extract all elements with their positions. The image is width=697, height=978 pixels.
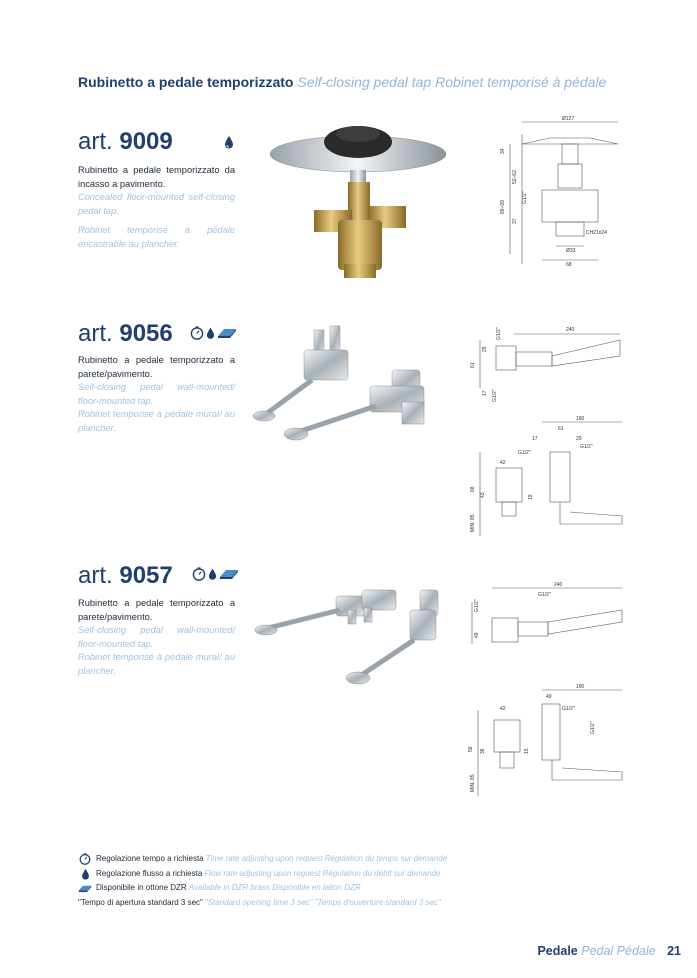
dim-label: MIN. 85 (470, 514, 476, 532)
description-fr: Robinet temporisé à pédale mural/ au plancher. (78, 652, 235, 676)
description-it: Rubinetto a pedale temporizzato da incasso a pavimento. (78, 165, 235, 189)
description-fr: Robinet temporisé à pédale encastrable au plancher. (78, 225, 235, 249)
dim-label: Ø127 (562, 116, 575, 122)
product-description (78, 354, 235, 436)
page-footer (537, 944, 681, 958)
dim-label: 43 (480, 492, 486, 498)
legend-row (78, 852, 447, 867)
dim-label: G1/2" (496, 327, 502, 340)
product-description (78, 164, 235, 252)
product-photo (252, 580, 452, 690)
description-en: Self-closing pedal wall-mounted/ floor-mounted tap. (78, 625, 235, 649)
dim-label: 89÷99 (500, 200, 506, 214)
legend-label-it: "Tempo di apertura standard 3 sec" (78, 897, 203, 907)
timer-icon (78, 853, 92, 865)
dim-label: MIN. 85 (470, 774, 476, 792)
brass-bar-icon (217, 327, 237, 339)
dim-label: 42 (500, 706, 506, 712)
dim-label: 34 (500, 148, 506, 154)
legend-label-it: Disponibile in ottone DZR (96, 883, 187, 892)
description-it: Rubinetto a pedale temporizzato a parete/pavimento. (78, 598, 235, 622)
dim-label: 190 (576, 416, 585, 422)
dim-label: 29 (576, 436, 582, 442)
product-description (78, 597, 235, 679)
dim-label: 52÷62 (512, 170, 518, 184)
footer-label-it: Pedale (537, 944, 578, 958)
legend-label-trans: Flow rate adjusting upon request Régulation du débit sur demande (204, 868, 441, 878)
dim-label: 240 (554, 582, 563, 588)
legend-label-trans: Available in DZR brass Disponible en laiton DZR (188, 883, 361, 892)
technical-drawing-front (466, 680, 626, 800)
footer-label-en-fr: Pedal Pédale (581, 944, 656, 958)
flow-drop-icon (206, 326, 215, 340)
description-en: Concealed floor-mounted self-closing pedal tap. (78, 192, 235, 216)
header-title-it: Rubinetto a pedale temporizzato (78, 74, 294, 90)
dim-label: G1/2" (590, 721, 596, 734)
dim-label: G1/2" (562, 706, 575, 712)
description-en: Self-closing pedal wall-mounted/ floor-mounted tap. (78, 382, 235, 406)
legend-row (78, 881, 447, 896)
description-it: Rubinetto a pedale temporizzato a parete/pavimento. (78, 355, 235, 379)
dim-label: G1/2" (538, 592, 551, 598)
dim-label: 36 (480, 748, 486, 754)
dim-label: 37 (512, 218, 518, 224)
product-photo (268, 114, 448, 284)
technical-drawing (500, 114, 630, 274)
dim-label: 59 (468, 746, 474, 752)
technical-drawing-side (466, 578, 628, 654)
technical-drawing-front (466, 412, 626, 542)
dim-label: 17 (482, 390, 488, 396)
dim-label: G1/2" (522, 191, 528, 204)
dim-label: 19 (528, 494, 534, 500)
product-photo (252, 320, 452, 450)
brass-bar-icon (78, 882, 92, 894)
brass-bar-icon (219, 568, 239, 580)
legend (78, 852, 447, 910)
flow-drop-icon (224, 135, 234, 149)
flow-drop-icon (78, 868, 92, 880)
timer-icon (192, 567, 206, 581)
dim-label: 15 (524, 748, 530, 754)
dim-label: 240 (566, 327, 575, 333)
art-label: art. (78, 562, 113, 589)
dim-label: 68 (566, 262, 572, 268)
flow-drop-icon (208, 567, 217, 581)
article-title (78, 320, 173, 348)
dim-label: 49 (546, 694, 552, 700)
article-title (78, 128, 173, 156)
dim-label: G1/2" (474, 599, 480, 612)
legend-label-trans: "Standard opening time 3 sec" "Temps d'ouverture standard 3 sec" (204, 897, 441, 907)
feature-icons (190, 326, 237, 340)
timer-icon (190, 326, 204, 340)
article-title (78, 562, 173, 590)
dim-label: 29 (482, 346, 488, 352)
legend-label-it: Regolazione flusso a richiesta (96, 868, 203, 878)
legend-label-it: Regolazione tempo a richiesta (96, 854, 204, 863)
dim-label: Ø33 (566, 248, 576, 254)
page-header (78, 74, 606, 90)
dim-label: G1/2" (580, 444, 593, 450)
art-label: art. (78, 128, 113, 155)
legend-label-trans: Time rate adjusting upon request Régulation du temps sur demande (205, 854, 448, 863)
description-fr: Robinet temporisé à pédale mural/ au plancher. (78, 409, 235, 433)
legend-row (78, 896, 447, 911)
feature-icons (224, 135, 234, 149)
art-number: 9009 (119, 128, 173, 155)
dim-label: 61 (470, 362, 476, 368)
dim-label: 61 (558, 426, 564, 432)
page-number: 21 (667, 944, 681, 958)
technical-drawing-side (470, 318, 630, 408)
art-number: 9056 (119, 320, 173, 347)
legend-row (78, 867, 447, 882)
dim-label: CH21x24 (586, 230, 607, 236)
dim-label: G1/2" (492, 389, 498, 402)
header-title-en-fr: Self-closing pedal tap Robinet temporisé à pédale (297, 74, 607, 90)
dim-label: 42 (500, 460, 506, 466)
dim-label: 17 (532, 436, 538, 442)
dim-label: 49 (474, 632, 480, 638)
dim-label: 68 (470, 486, 476, 492)
feature-icons (192, 567, 239, 581)
art-label: art. (78, 320, 113, 347)
dim-label: G1/2" (518, 450, 531, 456)
dim-label: 190 (576, 684, 585, 690)
art-number: 9057 (119, 562, 173, 589)
